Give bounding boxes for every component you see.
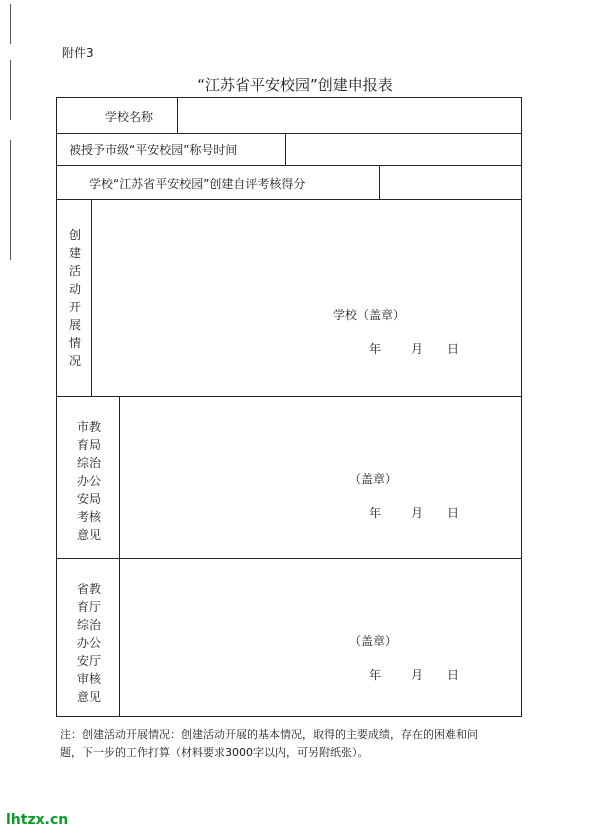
footnote-line: 注：创建活动开展情况：创建活动开展的基本情况，取得的主要成绩，存在的困难和问 [60,728,478,741]
school-name-label: 学校名称 [105,110,154,124]
row-divider [57,199,521,200]
column-divider [119,396,120,558]
activities-side-label: 创 建 活 动 开 展 情 况 [68,228,81,368]
city-review-seal: （盖章） [349,472,398,486]
province-review-seal: （盖章） [349,634,398,648]
row-divider [57,133,521,134]
application-form-table [56,97,522,717]
scan-margin-mark [10,140,11,260]
column-divider [91,199,92,396]
province-review-content-area[interactable] [121,560,519,714]
attachment-label: 附件3 [62,46,94,60]
footnote-line: 题，下一步的工作打算（材料要求3000字以内，可另附纸张）。 [60,746,369,759]
city-review-side-label: 市教 育局 综治 办公 安局 考核 意见 [76,420,101,542]
scan-margin-mark [10,4,11,44]
activities-date: 年 月 日 [369,342,460,356]
award-time-label: 被授予市级“平安校园”称号时间 [69,143,238,157]
school-name-field[interactable] [179,100,519,131]
form-title: “江苏省平安校园”创建申报表 [197,76,393,94]
site-watermark: lhtzx.cn [6,812,69,828]
self-score-field[interactable] [381,167,519,197]
row-divider [57,165,521,166]
city-review-date: 年 月 日 [369,506,460,520]
province-review-date: 年 月 日 [369,668,460,682]
row-divider [57,396,521,397]
activities-content-area[interactable] [93,201,519,394]
province-review-side-label: 省教 育厅 综治 办公 安厅 审核 意见 [76,582,101,704]
row-divider [57,558,521,559]
award-time-field[interactable] [287,135,519,163]
city-review-content-area[interactable] [121,398,519,556]
column-divider [177,98,178,133]
self-score-label: 学校“江苏省平安校园”创建自评考核得分 [89,177,306,191]
footnote [60,726,530,762]
column-divider [285,133,286,165]
activities-seal: 学校（盖章） [333,308,406,322]
column-divider [119,558,120,716]
column-divider [379,165,380,199]
